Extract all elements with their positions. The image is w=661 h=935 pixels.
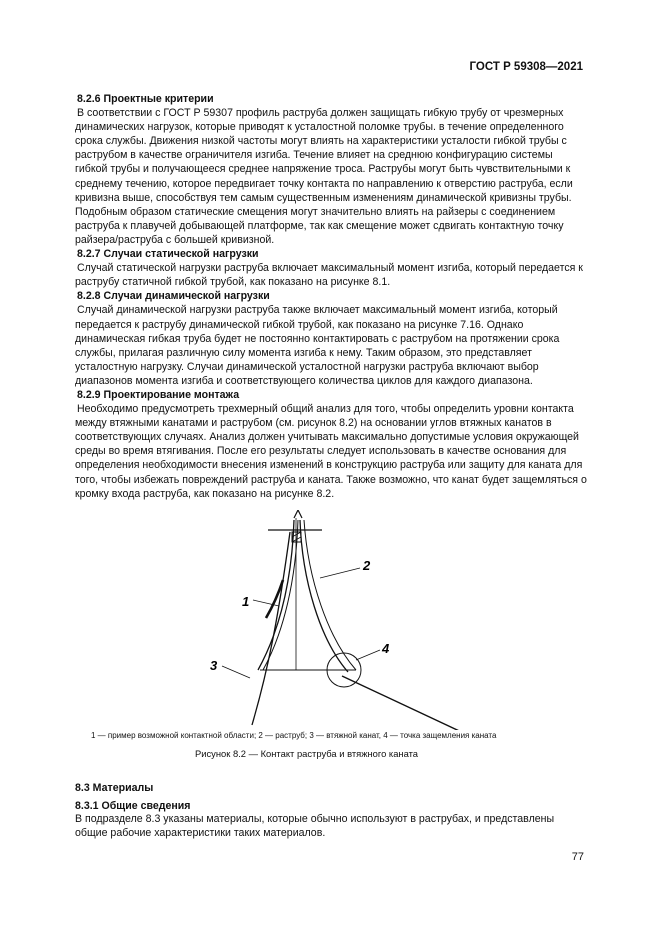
- section-8-2-7-heading: 8.2.7 Случаи статической нагрузки: [77, 248, 259, 261]
- section-8-2-9-text: Необходимо предусмотреть трехмерный общий анализ для того, чтобы определить уровни контакта между втяжными канатами и раструбом (см. рисунок 8.2) на основании углов втяжных канатов в соответствующих случаях. Анализ должен учитывать максимально допустимые условия окружающей среды во время втягивания. После его результаты следует использовать в качестве основания для определения необходимости внесения изменений в конструкцию раструба или защиту для каната для того, чтобы избежать повреждений раструба и каната. Также возможно, что канат будет защемляться о кромку входа раструба, как показано на рисунке 8.2.: [75, 403, 587, 500]
- section-8-3-1-text: В подразделе 8.3 указаны материалы, которые обычно используют в раструбах, и представлены общие рабочие характеристики таких материалов.: [75, 813, 555, 840]
- body-text: [75, 92, 587, 501]
- pulling-rope: [342, 676, 470, 730]
- bend-stiffener-diagram: [170, 510, 500, 730]
- pipe-tip: [294, 510, 302, 518]
- section-8-2-6-heading: 8.2.6 Проектные критерии: [77, 93, 214, 105]
- section-8-3-heading: 8.3 Материалы: [75, 782, 154, 794]
- section-8-2-7-text: Случай статической нагрузки раструба включает максимальный момент изгиба, который передается к раструбу статичной гибкой трубой, как показано на рисунке 8.1.: [75, 262, 583, 289]
- pulling-rope-lower: [252, 532, 290, 725]
- standard-number: ГОСТ Р 59308—2021: [469, 61, 583, 73]
- section-8-2-8-heading: 8.2.8 Случаи динамической нагрузки: [77, 290, 270, 303]
- label-2: 2: [363, 558, 371, 573]
- label-1: 1: [242, 594, 250, 609]
- label-3: 3: [210, 658, 218, 673]
- section-8-2-6-text: В соответствии с ГОСТ Р 59307 профиль раструба должен защищать гибкую трубу от чрезмерных динамических нагрузок, которые приводят к усталостной поломке трубы. в течение определенного срока службы. Движения низкой частоты могут влиять на характеристики усталости гибкой трубы с раструбом в качестве ограничителя изгиба. Течение влияет на среднюю конфигурацию системы гибкой трубы и получающееся среднее напряжение троса. Раструбы могут быть чувствительными к среднему течению, которое передвигает точку контакта по направлению к отверстию раструба, если кривизна выше, способствуя тем самым существенным изменениям динамической кривизны трубы. Подобным образом статические смещения могут значительно влиять на райзеры с соединением раструба к плавучей добывающей платформе, так как смещение может сдвигать контактную точку райзера/раструба с большей кривизной.: [75, 107, 573, 246]
- section-8-3-1-heading: 8.3.1 Общие сведения: [75, 800, 191, 812]
- section-8-2-8-text: Случай динамической нагрузки раструба также включает максимальный момент изгиба, который передается к раструбу динамической гибкой трубой, как показано на рисунке 7.16. Однако динамическая гибкая труба будет не постоянно контактировать с раструбом на протяжении срока службы, прилагая различную силу момента изгиба к нему. Таким образом, это представляет усталостную нагрузку. Случаи динамической усталостной нагрузки раструба включают выбор диапазонов момента изгиба и соответствующего количества циклов для каждого диапазона.: [75, 304, 560, 387]
- page-number: 77: [571, 851, 584, 863]
- label-4: 4: [382, 641, 390, 656]
- leader-2: [320, 568, 360, 578]
- leader-4: [356, 650, 380, 660]
- figure-caption: Рисунок 8.2 — Контакт раструба и втяжного каната: [195, 748, 419, 759]
- leader-3: [222, 666, 250, 678]
- figure-legend: 1 — пример возможной контактной области; 2 — раструб; 3 — втяжной канат, 4 — точка защемления каната: [91, 731, 497, 740]
- section-8-2-9-heading: 8.2.9 Проектирование монтажа: [77, 388, 240, 401]
- pipe-right-outer: [304, 520, 356, 670]
